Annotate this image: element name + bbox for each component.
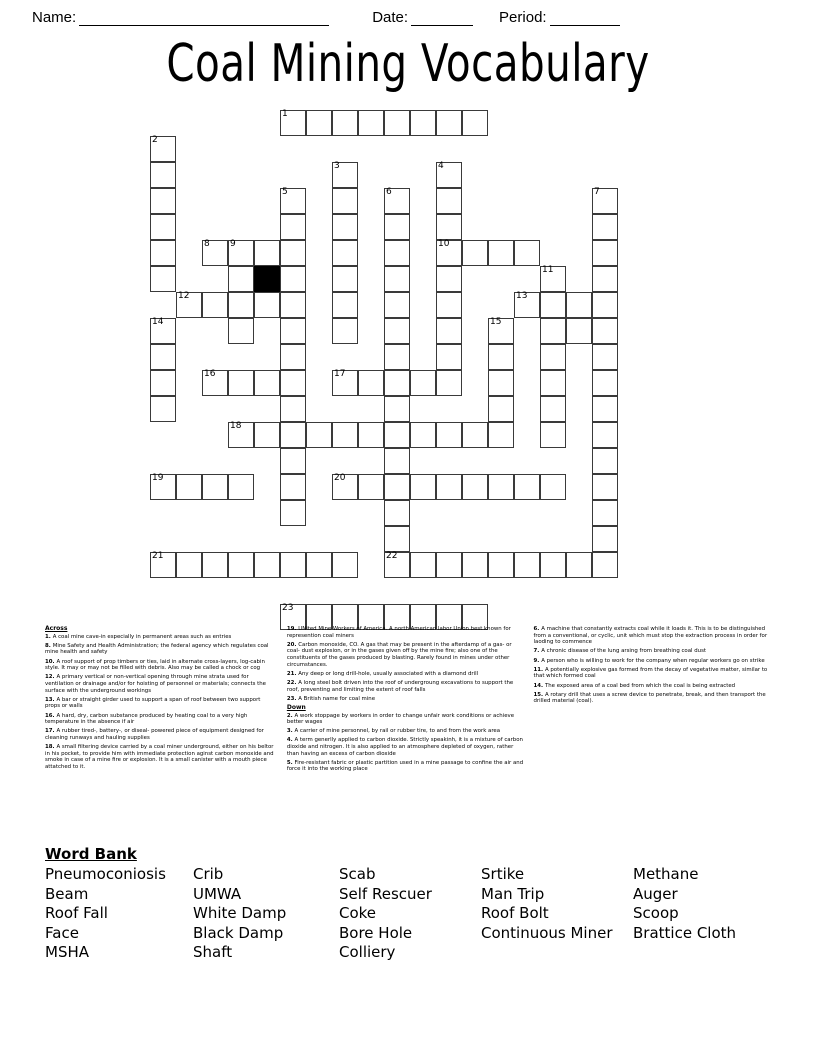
grid-cell-number: 19 bbox=[152, 473, 164, 483]
page-title: Coal Mining Vocabulary bbox=[166, 33, 650, 94]
grid-cell[interactable] bbox=[540, 292, 566, 318]
clue-item bbox=[534, 648, 776, 655]
grid-cell-numbered[interactable] bbox=[592, 188, 618, 214]
clue-item bbox=[45, 697, 277, 710]
grid-cell-number: 14 bbox=[152, 317, 164, 327]
grid-cell[interactable] bbox=[436, 292, 462, 318]
grid-cell[interactable] bbox=[592, 474, 618, 500]
grid-cell[interactable] bbox=[436, 214, 462, 240]
grid-cell[interactable] bbox=[150, 370, 176, 396]
grid-cell[interactable] bbox=[384, 214, 410, 240]
clue-item bbox=[45, 659, 277, 672]
grid-cell-number: 21 bbox=[152, 551, 164, 561]
clue-text: A bar or straight girder used to support a span of roof between two support props or walls bbox=[45, 696, 261, 710]
grid-cell[interactable] bbox=[514, 240, 540, 266]
clue-text: A roof support of prop timbers or ties, laid in alternate cross-layers, log-cabin style. It may or may not be filled with debris. Also may be called a chock or cog bbox=[45, 658, 265, 672]
grid-cell[interactable] bbox=[514, 552, 540, 578]
clues-section bbox=[45, 626, 775, 831]
clue-number: 22. bbox=[286, 679, 299, 686]
clue-text: A long steel bolt driven into the roof of undergroung excavations to support the roof, preventing and limiting the extent of roof falls bbox=[286, 679, 514, 693]
clue-number: 13. bbox=[45, 696, 57, 703]
word-bank-item: Black Damp bbox=[193, 923, 284, 942]
grid-cell[interactable] bbox=[280, 214, 306, 240]
grid-cell-numbered[interactable] bbox=[280, 110, 306, 136]
word-bank-item: Methane bbox=[633, 865, 699, 883]
clue-item bbox=[287, 737, 524, 757]
grid-cell[interactable] bbox=[358, 110, 384, 136]
grid-cell[interactable] bbox=[228, 552, 254, 578]
clue-number: 3. bbox=[286, 728, 295, 735]
grid-cell[interactable] bbox=[436, 552, 462, 578]
clue-item bbox=[287, 626, 524, 639]
worksheet-header bbox=[0, 0, 816, 26]
clue-item bbox=[287, 713, 524, 726]
grid-cell[interactable] bbox=[280, 370, 306, 396]
grid-cell-number: 4 bbox=[438, 161, 444, 171]
grid-cell[interactable] bbox=[462, 240, 488, 266]
grid-cell[interactable] bbox=[592, 396, 618, 422]
grid-cell[interactable] bbox=[540, 552, 566, 578]
grid-cell[interactable] bbox=[280, 344, 306, 370]
word-bank-item: UMWA bbox=[193, 884, 242, 903]
grid-cell-number: 16 bbox=[204, 369, 216, 379]
grid-cell[interactable] bbox=[280, 266, 306, 292]
grid-cell-numbered[interactable] bbox=[280, 188, 306, 214]
grid-cell[interactable] bbox=[228, 292, 254, 318]
grid-cell[interactable] bbox=[202, 474, 228, 500]
across-heading: Across bbox=[45, 625, 68, 632]
grid-cell-numbered[interactable] bbox=[176, 292, 202, 318]
clues-column-2 bbox=[287, 626, 524, 831]
grid-cell[interactable] bbox=[228, 318, 254, 344]
grid-cell-number: 18 bbox=[230, 421, 242, 431]
clue-item bbox=[45, 634, 277, 641]
grid-cell[interactable] bbox=[384, 526, 410, 552]
grid-cell[interactable] bbox=[150, 266, 176, 292]
grid-cell-numbered[interactable] bbox=[514, 292, 540, 318]
clue-text: A small filtering device carried by a coal miner underground, either on his beltor in his pocket, to provide him with immediate protection aginst carbon monoxide and smoke in case of a mine fire or explosion. It is a small canister with a mouth piece attatched to it. bbox=[45, 744, 274, 770]
grid-cell-numbered[interactable] bbox=[488, 318, 514, 344]
grid-cell[interactable] bbox=[436, 110, 462, 136]
grid-cell[interactable] bbox=[202, 292, 228, 318]
clues-column-3 bbox=[534, 626, 776, 831]
word-bank-item: Roof Bolt bbox=[481, 904, 549, 922]
grid-cell[interactable] bbox=[592, 292, 618, 318]
grid-cell[interactable] bbox=[332, 266, 358, 292]
grid-cell[interactable] bbox=[540, 396, 566, 422]
date-label: Date: bbox=[372, 9, 409, 26]
clue-text: A work stoppage by workers in order to change unfair work conditions or achieve better wages bbox=[286, 712, 515, 726]
grid-cell-number: 6 bbox=[386, 187, 392, 197]
grid-cell-numbered[interactable] bbox=[540, 266, 566, 292]
word-bank-item: Srtike bbox=[481, 865, 525, 883]
grid-cell[interactable] bbox=[410, 370, 436, 396]
word-bank-item: MSHA bbox=[45, 943, 90, 961]
grid-cell[interactable] bbox=[436, 370, 462, 396]
clue-number: 1. bbox=[45, 633, 53, 640]
grid-cell[interactable] bbox=[384, 448, 410, 474]
name-blank-line[interactable] bbox=[79, 12, 329, 26]
grid-cell-number: 10 bbox=[438, 239, 450, 249]
grid-cell-numbered[interactable] bbox=[150, 136, 176, 162]
grid-cell[interactable] bbox=[150, 240, 176, 266]
grid-cell-number: 3 bbox=[334, 161, 340, 171]
clue-number: 11. bbox=[533, 666, 545, 673]
grid-cell-numbered[interactable] bbox=[228, 422, 254, 448]
word-bank-item: Scab bbox=[339, 865, 376, 883]
grid-cell[interactable] bbox=[592, 240, 618, 266]
grid-cell[interactable] bbox=[462, 110, 488, 136]
grid-cell[interactable] bbox=[150, 188, 176, 214]
word-bank-item: Shaft bbox=[193, 943, 233, 961]
grid-cell-number: 1 bbox=[282, 109, 288, 119]
grid-cell-number: 9 bbox=[230, 239, 236, 249]
grid-cell-numbered[interactable] bbox=[332, 474, 358, 500]
word-bank-item-empty bbox=[633, 943, 783, 963]
grid-cell[interactable] bbox=[410, 110, 436, 136]
grid-cell-numbered[interactable] bbox=[384, 188, 410, 214]
clue-item bbox=[45, 713, 277, 726]
clue-number: 18. bbox=[45, 744, 57, 751]
clue-text: A machine that constantly extracts coal while it loads it. This is to be distinguished from a conventional, or cyclic, unit which must stop the extraction process in order for laoding to commence bbox=[533, 626, 768, 646]
grid-cell[interactable] bbox=[592, 448, 618, 474]
grid-cell[interactable] bbox=[384, 240, 410, 266]
clue-number: 16. bbox=[45, 712, 57, 719]
grid-cell[interactable] bbox=[150, 344, 176, 370]
grid-cell[interactable] bbox=[462, 422, 488, 448]
grid-cell-number: 13 bbox=[516, 291, 528, 301]
grid-cell[interactable] bbox=[358, 474, 384, 500]
word-bank-section bbox=[45, 845, 785, 963]
grid-cell[interactable] bbox=[280, 422, 306, 448]
period-label: Period: bbox=[499, 9, 547, 26]
clue-number: 19. bbox=[286, 626, 299, 632]
clue-text: The exposed area of a coal bed from which the coal is being extracted bbox=[544, 682, 736, 689]
word-bank-item: Roof Fall bbox=[45, 904, 108, 922]
clue-item bbox=[287, 680, 524, 693]
word-bank-item: Colliery bbox=[339, 943, 396, 961]
clue-number: 2. bbox=[286, 712, 295, 719]
clue-item bbox=[45, 643, 277, 656]
grid-cell[interactable] bbox=[436, 318, 462, 344]
clue-item bbox=[534, 658, 776, 665]
grid-cell[interactable] bbox=[488, 474, 514, 500]
clue-text: UNited Mine Workers of America. A north American labor Union best known for represention coal miners bbox=[286, 626, 511, 639]
clue-item bbox=[534, 683, 776, 690]
grid-cell[interactable] bbox=[488, 422, 514, 448]
clue-text: A term generlly applied to carbon dioxide. Strictly speakinh, it is a mixture of carbon dioxide and nitrogen. It is also applied to an atmosphere depleted of oxygen, rather than having an excess of carbon dioxide bbox=[286, 737, 523, 757]
grid-cell[interactable] bbox=[436, 266, 462, 292]
grid-cell-number: 7 bbox=[594, 187, 600, 197]
clue-item bbox=[287, 696, 524, 703]
clue-text: A person who is willing to work for the company when regular workers go on strike bbox=[541, 657, 765, 664]
grid-cell[interactable] bbox=[566, 552, 592, 578]
grid-cell-number: 20 bbox=[334, 473, 346, 483]
word-bank-item: White Damp bbox=[193, 904, 287, 922]
clue-text: Carbon monoxide, CO. A gas that may be present in the afterdamp of a gas- or coal- dust explosion, or in the gases given off by the mine fire; also one of the constituents of the gases produced by blasting. Rarely found in mines under other circumstances. bbox=[286, 641, 512, 668]
clue-number: 4. bbox=[286, 737, 295, 744]
grid-cell[interactable] bbox=[592, 344, 618, 370]
grid-cell[interactable] bbox=[488, 240, 514, 266]
grid-cell[interactable] bbox=[280, 474, 306, 500]
grid-cell[interactable] bbox=[540, 370, 566, 396]
grid-cell-number: 22 bbox=[386, 551, 398, 561]
word-bank-item: Bore Hole bbox=[339, 923, 413, 942]
grid-cell[interactable] bbox=[384, 344, 410, 370]
grid-cell[interactable] bbox=[592, 526, 618, 552]
grid-cell[interactable] bbox=[488, 370, 514, 396]
clue-item bbox=[534, 667, 776, 680]
grid-cell[interactable] bbox=[384, 396, 410, 422]
clue-item bbox=[287, 642, 524, 668]
grid-cell[interactable] bbox=[254, 552, 280, 578]
grid-cell[interactable] bbox=[280, 552, 306, 578]
grid-cell-number: 23 bbox=[282, 603, 294, 613]
clue-number: 14. bbox=[533, 682, 545, 689]
grid-cell[interactable] bbox=[228, 474, 254, 500]
grid-cell[interactable] bbox=[566, 318, 592, 344]
grid-cell[interactable] bbox=[332, 240, 358, 266]
grid-cell[interactable] bbox=[332, 422, 358, 448]
grid-cell[interactable] bbox=[280, 318, 306, 344]
clues-column-1 bbox=[45, 626, 277, 831]
grid-cell-number: 12 bbox=[178, 291, 190, 301]
grid-cell[interactable] bbox=[488, 552, 514, 578]
grid-cell[interactable] bbox=[254, 292, 280, 318]
grid-cell-numbered[interactable] bbox=[150, 474, 176, 500]
grid-cell[interactable] bbox=[384, 110, 410, 136]
grid-cell-numbered[interactable] bbox=[228, 240, 254, 266]
grid-cell-number: 5 bbox=[282, 187, 288, 197]
clue-text: A rotary drill that uses a screw device to penetrate, break, and then transport the drilled material (coal). bbox=[533, 691, 766, 705]
grid-cell[interactable] bbox=[592, 500, 618, 526]
grid-cell[interactable] bbox=[592, 266, 618, 292]
word-bank-item-empty bbox=[481, 943, 633, 963]
grid-cell-number: 8 bbox=[204, 239, 210, 249]
grid-cell[interactable] bbox=[332, 292, 358, 318]
grid-cell[interactable] bbox=[306, 552, 332, 578]
grid-cell[interactable] bbox=[592, 422, 618, 448]
grid-cell[interactable] bbox=[150, 396, 176, 422]
grid-cell[interactable] bbox=[332, 188, 358, 214]
clue-text: Any deep or long drill-hole, usually associated with a diamond drill bbox=[298, 670, 479, 677]
clue-number: 17. bbox=[45, 728, 57, 735]
clue-text: A rubber tired-, battery-, or diseal- powered piece of equipment designed for cleaning runways and hauling supplies bbox=[45, 728, 264, 741]
grid-cell[interactable] bbox=[410, 552, 436, 578]
clue-item bbox=[287, 671, 524, 678]
grid-cell[interactable] bbox=[280, 292, 306, 318]
grid-cell[interactable] bbox=[280, 448, 306, 474]
grid-cell-numbered[interactable] bbox=[436, 162, 462, 188]
clue-text: Fire-resistant fabric or plastic partition used in a mine passage to confine the air and force it into the working place bbox=[286, 759, 524, 773]
clue-item bbox=[45, 728, 277, 741]
clue-text: A potentially explosive gas formed from the decay of vegetative matter, similar to that which formed coal bbox=[533, 666, 768, 680]
grid-cell[interactable] bbox=[358, 422, 384, 448]
name-field-group bbox=[32, 9, 329, 26]
word-bank-item: Continuous Miner bbox=[481, 923, 613, 942]
grid-cell[interactable] bbox=[436, 422, 462, 448]
grid-cell[interactable] bbox=[280, 240, 306, 266]
clues-column-2-list bbox=[287, 626, 524, 773]
grid-cell[interactable] bbox=[488, 396, 514, 422]
grid-cell[interactable] bbox=[332, 318, 358, 344]
clue-item bbox=[534, 626, 776, 646]
clue-text: A coal mine cave-in especially in permanent areas such as entries bbox=[52, 633, 232, 640]
clue-number: 7. bbox=[533, 648, 542, 655]
grid-cell-numbered[interactable] bbox=[202, 370, 228, 396]
grid-cell-numbered[interactable] bbox=[384, 552, 410, 578]
grid-cell[interactable] bbox=[332, 214, 358, 240]
word-bank-item: Brattice Cloth bbox=[633, 923, 737, 942]
grid-cell-numbered[interactable] bbox=[332, 370, 358, 396]
grid-cell-number: 11 bbox=[542, 265, 554, 275]
crossword-grid[interactable] bbox=[150, 109, 630, 613]
word-bank-item: Auger bbox=[633, 884, 678, 903]
clue-text: A British name for coal mine bbox=[298, 695, 376, 702]
clue-item bbox=[45, 744, 277, 770]
grid-cell[interactable] bbox=[332, 110, 358, 136]
grid-cell-numbered[interactable] bbox=[436, 240, 462, 266]
grid-block-cell bbox=[254, 266, 280, 292]
grid-cell[interactable] bbox=[306, 110, 332, 136]
grid-cell[interactable] bbox=[410, 422, 436, 448]
clue-number: 5. bbox=[286, 759, 295, 766]
clues-column-1-list bbox=[45, 634, 277, 771]
clue-text: Mine Safety and Health Administration; the federal agency which regulates coal mine health and safety bbox=[45, 642, 269, 656]
grid-cell[interactable] bbox=[254, 370, 280, 396]
grid-cell-numbered[interactable] bbox=[150, 318, 176, 344]
grid-cell[interactable] bbox=[358, 370, 384, 396]
grid-cell[interactable] bbox=[228, 370, 254, 396]
grid-cell[interactable] bbox=[514, 474, 540, 500]
down-heading: Down bbox=[286, 703, 306, 711]
clue-number: 8. bbox=[45, 642, 53, 649]
grid-cell[interactable] bbox=[462, 552, 488, 578]
grid-cell[interactable] bbox=[202, 552, 228, 578]
clue-number: 10. bbox=[45, 658, 57, 665]
grid-cell[interactable] bbox=[280, 396, 306, 422]
grid-cell-number: 2 bbox=[152, 135, 158, 145]
clue-text: A primary vertical or non-vertical opening through mine strata used for ventilation or drainage and/or for hoisting of personnel or materials; connects the surface with the underground workings bbox=[45, 674, 266, 694]
grid-cell[interactable] bbox=[384, 292, 410, 318]
word-bank-grid bbox=[45, 865, 785, 963]
grid-cell[interactable] bbox=[384, 500, 410, 526]
grid-cell-number: 15 bbox=[490, 317, 502, 327]
clue-number: 20. bbox=[286, 641, 299, 648]
grid-cell[interactable] bbox=[384, 318, 410, 344]
grid-cell[interactable] bbox=[540, 318, 566, 344]
grid-cell[interactable] bbox=[436, 344, 462, 370]
word-bank-item: Coke bbox=[339, 904, 377, 922]
clue-item bbox=[287, 728, 524, 735]
clue-number: 23. bbox=[286, 695, 299, 702]
grid-cell[interactable] bbox=[384, 266, 410, 292]
clues-column-3-list bbox=[534, 626, 776, 705]
clue-text: A hard, dry, carbon substance produced by heating coal to a very high temperature in the absence if air bbox=[45, 712, 248, 726]
grid-cell[interactable] bbox=[462, 474, 488, 500]
grid-cell[interactable] bbox=[592, 214, 618, 240]
grid-cell-numbered[interactable] bbox=[150, 552, 176, 578]
date-field-group bbox=[372, 9, 473, 26]
grid-cell-numbered[interactable] bbox=[202, 240, 228, 266]
grid-cell[interactable] bbox=[488, 344, 514, 370]
date-blank-line[interactable] bbox=[411, 12, 473, 26]
grid-cell[interactable] bbox=[540, 474, 566, 500]
grid-cell[interactable] bbox=[410, 474, 436, 500]
grid-cell[interactable] bbox=[436, 474, 462, 500]
word-bank-item: Man Trip bbox=[481, 884, 545, 903]
grid-cell[interactable] bbox=[332, 552, 358, 578]
word-bank-item: Beam bbox=[45, 884, 89, 903]
clue-number: 15. bbox=[533, 691, 545, 698]
grid-cell[interactable] bbox=[254, 422, 280, 448]
grid-cell[interactable] bbox=[384, 370, 410, 396]
grid-cell[interactable] bbox=[592, 370, 618, 396]
grid-cell[interactable] bbox=[566, 292, 592, 318]
grid-cell[interactable] bbox=[540, 422, 566, 448]
name-label: Name: bbox=[32, 9, 77, 26]
word-bank-title: Word Bank bbox=[45, 845, 137, 863]
clue-number: 12. bbox=[45, 674, 57, 681]
period-blank-line[interactable] bbox=[550, 12, 620, 26]
word-bank-item: Scoop bbox=[633, 904, 679, 922]
grid-cell-number: 17 bbox=[334, 369, 346, 379]
clue-text: A chronic disease of the lung arsing from breathing coal dust bbox=[541, 648, 706, 655]
grid-cell[interactable] bbox=[592, 318, 618, 344]
grid-cell[interactable] bbox=[176, 552, 202, 578]
word-bank-item: Crib bbox=[193, 865, 224, 883]
grid-cell[interactable] bbox=[384, 474, 410, 500]
grid-cell[interactable] bbox=[384, 422, 410, 448]
grid-cell[interactable] bbox=[280, 500, 306, 526]
grid-cell[interactable] bbox=[228, 266, 254, 292]
word-bank-item: Face bbox=[45, 923, 79, 942]
clue-number: 9. bbox=[533, 657, 542, 664]
grid-cell[interactable] bbox=[306, 422, 332, 448]
clue-item bbox=[534, 692, 776, 705]
word-bank-item: Pneumoconiosis bbox=[45, 865, 166, 883]
clue-item bbox=[287, 760, 524, 773]
clue-text: A carrier of mine personnel, by rail or rubber tire, to and from the work area bbox=[294, 728, 501, 735]
grid-cell[interactable] bbox=[176, 474, 202, 500]
grid-cell[interactable] bbox=[150, 214, 176, 240]
word-bank-item: Self Rescuer bbox=[339, 884, 432, 903]
grid-cell[interactable] bbox=[436, 188, 462, 214]
grid-cell-numbered[interactable] bbox=[332, 162, 358, 188]
clue-number: 6. bbox=[533, 626, 542, 632]
grid-cell[interactable] bbox=[592, 552, 618, 578]
period-field-group bbox=[499, 9, 620, 26]
grid-cell[interactable] bbox=[540, 344, 566, 370]
clue-number: 21. bbox=[286, 670, 299, 677]
grid-cell[interactable] bbox=[150, 162, 176, 188]
grid-cell[interactable] bbox=[254, 240, 280, 266]
clue-item bbox=[45, 674, 277, 694]
